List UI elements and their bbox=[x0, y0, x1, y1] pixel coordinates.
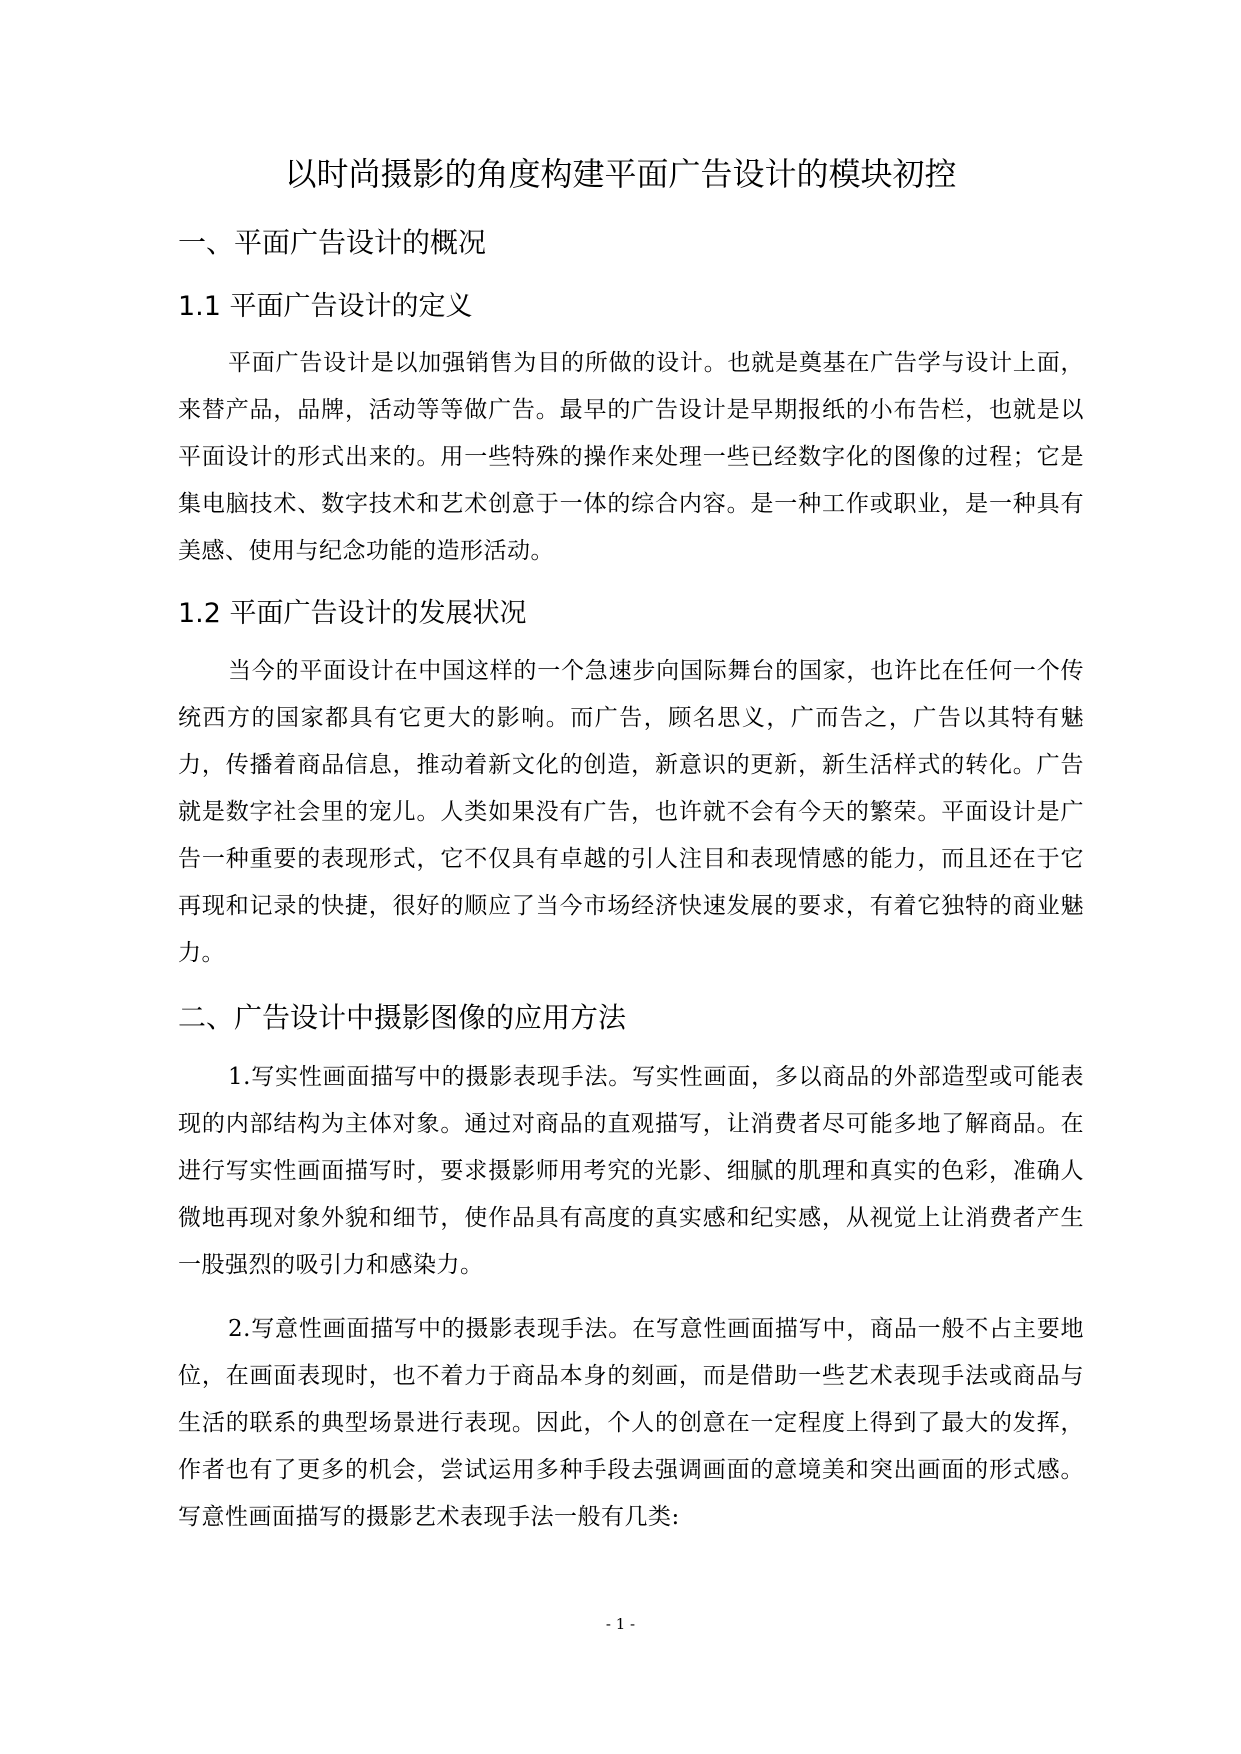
subsection-1-2-paragraph: 当今的平面设计在中国这样的一个急速步向国际舞台的国家，也许比在任何一个传统西方的国家都具有它更大的影响。而广告，顾名思义，广而告之，广告以其特有魅力，传播着商品信息，推动着新文化的创造，新意识的更新，新生活样式的转化。广告就是数字社会里的宠儿。人类如果没有广告，也许就不会有今天的繁荣。平面设计是广告一种重要的表现形式，它不仅具有卓越的引人注目和表现情感的能力，而且还在于它再现和记录的快捷，很好的顺应了当今市场经济快速发展的要求，有着它独特的商业魅力。 bbox=[178, 658, 1084, 966]
subsection-1-1-paragraph: 平面广告设计是以加强销售为目的所做的设计。也就是奠基在广告学与设计上面，来替产品，品牌，活动等等做广告。最早的广告设计是早期报纸的小布告栏，也就是以平面设计的形式出来的。用一些特殊的操作来处理一些已经数字化的图像的过程；它是集电脑技术、数字技术和艺术创意于一体的综合内容。是一种工作或职业，是一种具有美感、使用与纪念功能的造形活动。 bbox=[178, 350, 1084, 564]
section-2-heading: 二、广告设计中摄影图像的应用方法 bbox=[178, 1001, 627, 1034]
subsection-1-2-heading: 1.2 平面广告设计的发展状况 bbox=[178, 598, 527, 629]
section-2-paragraph-2: 2.写意性画面描写中的摄影表现手法。在写意性画面描写中，商品一般不占主要地位，在画面表现时，也不着力于商品本身的刻画，而是借助一些艺术表现手法或商品与生活的联系的典型场景进行表现。因此，个人的创意在一定程度上得到了最大的发挥，作者也有了更多的机会，尝试运用多种手段去强调画面的意境美和突出画面的形式感。写意性画面描写的摄影艺术表现手法一般有几类: bbox=[178, 1316, 1084, 1530]
section-2-paragraph-1: 1.写实性画面描写中的摄影表现手法。写实性画面，多以商品的外部造型或可能表现的内部结构为主体对象。通过对商品的直观描写，让消费者尽可能多地了解商品。在进行写实性画面描写时，要求摄影师用考究的光影、细腻的肌理和真实的色彩，准确人微地再现对象外貌和细节，使作品具有高度的真实感和纪实感，从视觉上让消费者产生一股强烈的吸引力和感染力。 bbox=[178, 1064, 1084, 1278]
section-1-heading: 一、平面广告设计的概况 bbox=[178, 226, 487, 259]
page-number: - 1 - bbox=[605, 1615, 636, 1633]
subsection-1-1-heading: 1.1 平面广告设计的定义 bbox=[178, 291, 473, 322]
document-title: 以时尚摄影的角度构建平面广告设计的模块初控 bbox=[284, 155, 957, 193]
